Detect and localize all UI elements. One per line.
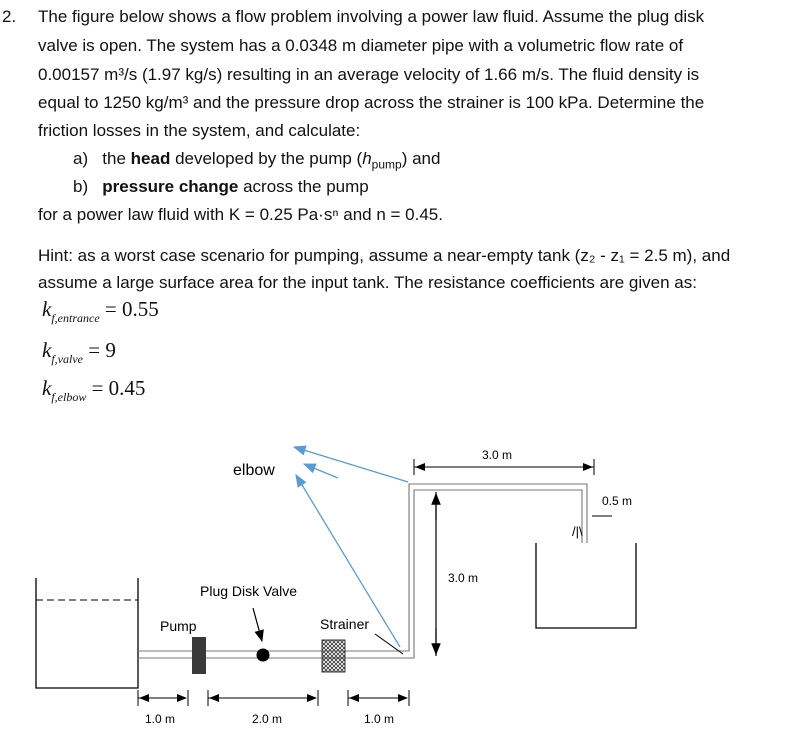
part-a-bold: head (130, 149, 171, 168)
problem-line-3: 0.00157 m³/s (1.97 kg/s) resulting in an average velocity of 1.66 m/s. The fluid density is (38, 65, 700, 84)
plug-disk-valve-icon (257, 649, 270, 662)
dim-bottom-lines (138, 690, 409, 706)
coef-elbow-sub: f,elbow (51, 390, 87, 404)
elbow-arrow-short (304, 464, 338, 478)
part-b-post: across the pump (238, 177, 369, 196)
pump-label: Pump (160, 618, 197, 634)
coef-elbow-value: = 0.45 (91, 376, 146, 400)
dim-1-label: 1.0 m (145, 712, 176, 726)
strainer-icon (322, 640, 345, 672)
dim-2-label: 2.0 m (252, 712, 283, 726)
part-a-post-1: developed by the pump ( (170, 149, 363, 168)
dim-right-label: 0.5 m (602, 494, 633, 508)
coef-valve-symbol: k (42, 338, 52, 362)
part-a-h-sub: pump (371, 157, 402, 172)
part-a-h: h (362, 149, 372, 168)
dim-top-label: 3.0 m (482, 448, 513, 462)
closing-line: for a power law fluid with K = 0.25 Pa·sⁿ and n = 0.45. (38, 205, 443, 224)
valve-pointer (253, 608, 262, 641)
hint-line-1: Hint: as a worst case scenario for pumping, assume a near-empty tank (z₂ - z₁ = 2.5 m), and (38, 246, 731, 265)
problem-number: 2. (2, 7, 17, 26)
coef-valve-sub: f,valve (51, 352, 83, 366)
coef-entrance-symbol: k (42, 297, 52, 321)
elbow-label: elbow (233, 462, 275, 479)
problem-line-5: friction losses in the system, and calculate: (38, 121, 361, 140)
coef-elbow-symbol: k (42, 376, 52, 400)
dim-3-label: 1.0 m (364, 712, 395, 726)
problem-line-4: equal to 1250 kg/m³ and the pressure drop across the strainer is 100 kPa. Determine the (38, 93, 705, 112)
right-tank (536, 543, 636, 628)
coef-entrance-sub: f,entrance (51, 311, 100, 325)
pipe-inner-wall (138, 490, 582, 658)
left-tank (36, 578, 138, 688)
surface-mark: /|\ (572, 524, 583, 539)
strainer-label: Strainer (320, 616, 370, 632)
elbow-arrow-top (294, 447, 408, 482)
part-a-pre: the (102, 149, 131, 168)
problem-line-2: valve is open. The system has a 0.0348 m diameter pipe with a volumetric flow rate of (38, 36, 684, 55)
coef-valve-value: = 9 (88, 338, 116, 362)
coef-entrance-value: = 0.55 (104, 297, 159, 321)
part-b-bold: pressure change (102, 177, 239, 196)
problem-line-1: The figure below shows a flow problem involving a power law fluid. Assume the plug disk (38, 7, 705, 26)
hint-line-2: assume a large surface area for the input tank. The resistance coefficients are given as: (38, 273, 697, 292)
part-a-label: a) (73, 149, 89, 168)
part-a-post-2: ) and (401, 149, 441, 168)
part-b-label: b) (73, 177, 89, 196)
plug-disk-valve-label: Plug Disk Valve (200, 583, 298, 599)
dim-vertical-label: 3.0 m (448, 571, 479, 585)
pump-icon (192, 637, 206, 674)
